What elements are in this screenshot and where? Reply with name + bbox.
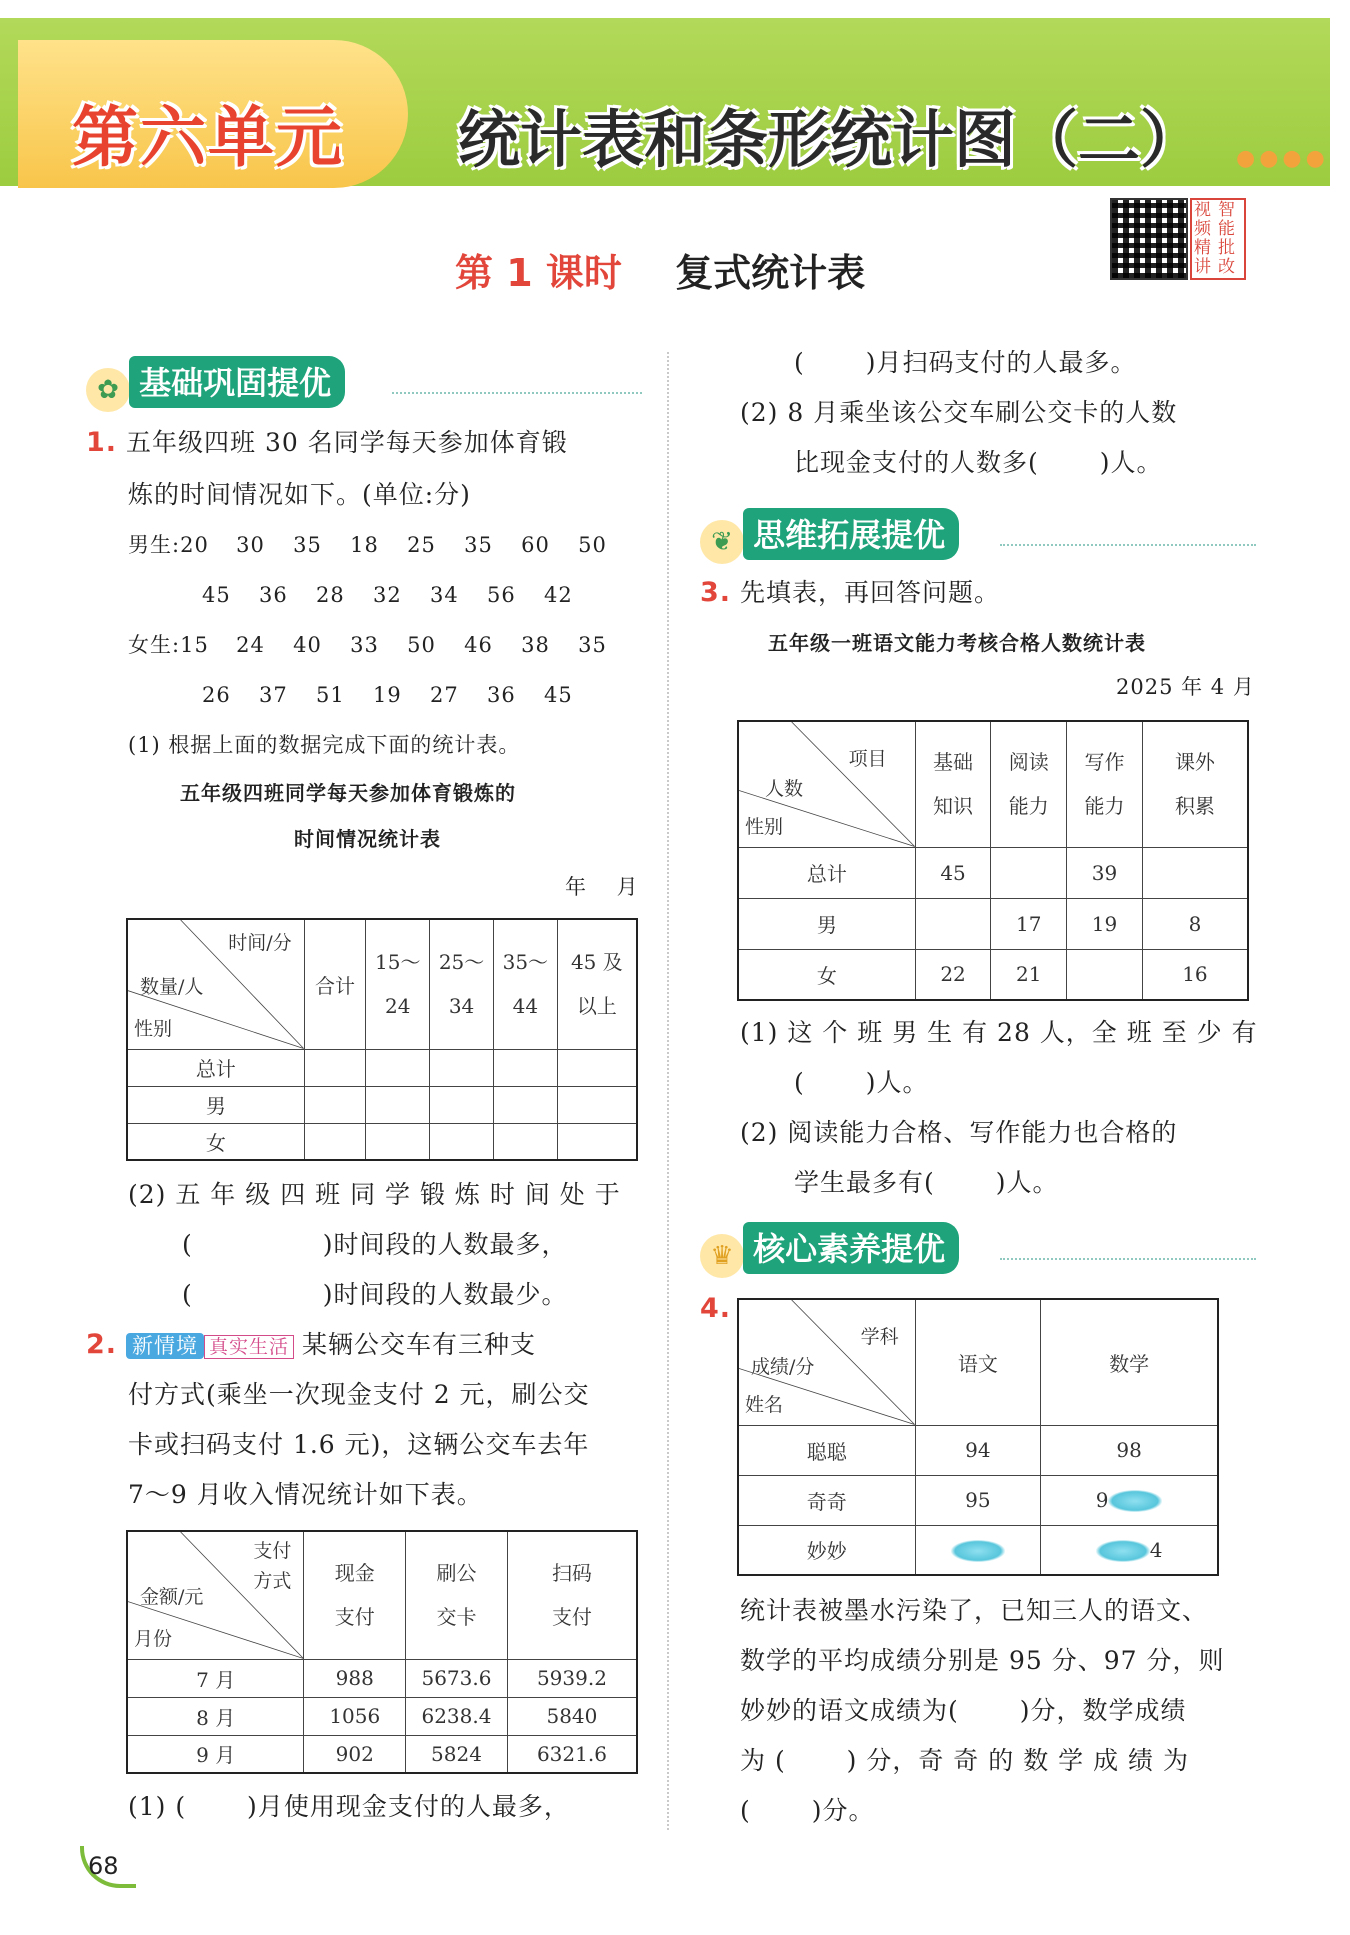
unit-title: 统计表和条形统计图（二） xyxy=(458,103,1203,176)
q1-table-title-1: 五年级四班同学每天参加体育锻炼的 xyxy=(180,781,516,805)
q1-line1: 1. 五年级四班 30 名同学每天参加体育锻 xyxy=(86,427,568,458)
table-row: 妙妙 4 xyxy=(738,1525,1218,1575)
q1-table xyxy=(126,918,638,1161)
table-row: 男 xyxy=(127,1086,637,1123)
q4-number: 4. xyxy=(700,1293,732,1324)
q4-table xyxy=(737,1298,1219,1576)
page-number: 68 xyxy=(88,1852,119,1880)
table-row: 8 月 1056 6238.4 5840 xyxy=(127,1697,637,1735)
lesson-name: 复式统计表 xyxy=(675,251,866,295)
section-core-label: 核心素养提优 xyxy=(743,1222,959,1274)
q1-table-title-2: 时间情况统计表 xyxy=(294,827,441,851)
table-row: 总计 xyxy=(127,1049,637,1086)
q2-part2-b: 比现金支付的人数多( )人。 xyxy=(794,448,1163,477)
q4-table-corner: 学科 成绩/分 姓名 xyxy=(738,1299,915,1425)
ink-blot xyxy=(1108,1490,1162,1512)
q1-table-corner: 时间/分 数量/人 性别 xyxy=(127,919,304,1049)
q2-line1: 2. 新情境 真实生活 某辆公交车有三种支 xyxy=(86,1329,537,1360)
q2-tag-context: 新情境 xyxy=(126,1333,204,1359)
q4-line1: 统计表被墨水污染了，已知三人的语文、 xyxy=(740,1596,1209,1625)
q3-table-date: 2025 年 4 月 xyxy=(1116,675,1255,699)
section-thinking-label: 思维拓展提优 xyxy=(743,508,959,560)
q2-line3: 卡或扫码支付 1.6 元)，这辆公交车去年 xyxy=(128,1430,590,1459)
q4-col-chinese: 语文 xyxy=(915,1299,1041,1425)
q1-boys-row2: 45 36 28 32 34 56 42 xyxy=(202,583,573,607)
q2-number: 2. xyxy=(86,1329,118,1360)
q2-col-cash: 现金 支付 xyxy=(304,1531,406,1659)
q1-part1: (1) 根据上面的数据完成下面的统计表。 xyxy=(128,733,521,757)
q1-table-date: 年 月 xyxy=(565,875,639,899)
q2-part1-b: ( )月扫码支付的人最多。 xyxy=(794,348,1137,377)
q1-girls-row2: 26 37 51 19 27 36 45 xyxy=(202,683,573,707)
banner-dots: ●●●● xyxy=(1236,146,1329,171)
section-line xyxy=(1000,544,1256,546)
q3-part1-b: ( )人。 xyxy=(794,1068,929,1097)
table-row: 男 17 19 8 xyxy=(738,898,1248,949)
q1-col-4: 45 及 以上 xyxy=(557,919,637,1049)
section-basic xyxy=(86,356,642,405)
qr-code-icon[interactable] xyxy=(1110,198,1188,280)
q2-part2-a: (2) 8 月乘坐该公交车刷公交卡的人数 xyxy=(740,398,1178,427)
flower-icon: ✿ xyxy=(86,368,130,412)
q1-line2: 炼的时间情况如下。(单位:分) xyxy=(128,480,471,509)
q2-table-corner: 支付 方式 金额/元 月份 xyxy=(127,1531,304,1659)
q2-col-scan: 扫码 支付 xyxy=(507,1531,637,1659)
q4-number-line xyxy=(700,1294,731,1324)
column-divider xyxy=(667,352,669,1830)
table-row: 7 月 988 5673.6 5939.2 xyxy=(127,1659,637,1697)
table-row: 奇奇 95 9 xyxy=(738,1475,1218,1525)
q4-line2: 数学的平均成绩分别是 95 分、97 分，则 xyxy=(740,1646,1225,1675)
q3-col-reading: 阅读 能力 xyxy=(991,721,1067,847)
q2-part1-a: (1) ( )月使用现金支付的人最多， xyxy=(128,1792,570,1821)
lesson-title xyxy=(455,242,865,297)
q2-line2: 付方式(乘坐一次现金支付 2 元，刷公交 xyxy=(128,1380,590,1409)
unit-label: 第六单元 xyxy=(72,99,344,176)
q1-part2-line3: ( )时间段的人数最少。 xyxy=(182,1280,568,1309)
q1-boys-row1: 男生:20 30 35 18 25 35 60 50 xyxy=(128,533,607,557)
section-thinking xyxy=(700,508,1256,557)
q1-part2-line1: (2) 五 年 级 四 班 同 学 锻 炼 时 间 处 于 xyxy=(128,1180,621,1209)
q3-table xyxy=(737,720,1249,1001)
q3-part1-a: (1) 这 个 班 男 生 有 28 人，全 班 至 少 有 xyxy=(740,1018,1258,1047)
q4-line3: 妙妙的语文成绩为( )分，数学成绩 xyxy=(740,1696,1187,1725)
q2-col-card: 刷公 交卡 xyxy=(406,1531,508,1659)
trophy-icon: ♛ xyxy=(700,1234,744,1278)
table-row: 聪聪 94 98 xyxy=(738,1425,1218,1475)
ink-blot xyxy=(1096,1540,1150,1562)
q4-col-math: 数学 xyxy=(1041,1299,1218,1425)
q1-col-2: 25～ 34 xyxy=(430,919,494,1049)
q3-number: 3. xyxy=(700,577,732,608)
q3-col-extra: 课外 积累 xyxy=(1142,721,1248,847)
table-row: 9 月 902 5824 6321.6 xyxy=(127,1735,637,1773)
table-row: 总计 45 39 xyxy=(738,847,1248,898)
q2-table xyxy=(126,1530,638,1774)
q3-line1: 3. 先填表，再回答问题。 xyxy=(700,577,1001,608)
q3-col-writing: 写作 能力 xyxy=(1067,721,1143,847)
q3-col-basic: 基础 知识 xyxy=(915,721,991,847)
q2-line4: 7～9 月收入情况统计如下表。 xyxy=(128,1480,483,1509)
q1-col-1: 15～ 24 xyxy=(366,919,430,1049)
table-row: 女 xyxy=(127,1123,637,1160)
section-line xyxy=(392,392,642,394)
q1-number: 1. xyxy=(86,427,118,458)
q3-table-corner: 项目 人数 性别 xyxy=(738,721,915,847)
q3-part2-a: (2) 阅读能力合格、写作能力也合格的 xyxy=(740,1118,1178,1147)
section-basic-label: 基础巩固提优 xyxy=(129,356,345,408)
sprout-icon: ❦ xyxy=(700,520,744,564)
section-line xyxy=(1000,1258,1256,1260)
lesson-number: 第 1 课时 xyxy=(455,251,622,295)
q4-line4: 为 ( ) 分，奇 奇 的 数 学 成 绩 为 xyxy=(740,1746,1189,1775)
q1-col-total: 合计 xyxy=(304,919,366,1049)
q3-table-title: 五年级一班语文能力考核合格人数统计表 xyxy=(768,631,1146,655)
section-core xyxy=(700,1222,1256,1271)
q4-line5: ( )分。 xyxy=(740,1796,875,1825)
ink-blot xyxy=(951,1540,1005,1562)
q3-part2-b: 学生最多有( )人。 xyxy=(794,1168,1059,1197)
q2-tag-real-life: 真实生活 xyxy=(204,1335,294,1359)
q1-part2-line2: ( )时间段的人数最多， xyxy=(182,1230,568,1259)
table-row: 女 22 21 16 xyxy=(738,949,1248,1000)
q1-col-3: 35～ 44 xyxy=(493,919,557,1049)
qr-label: 视 智 频 能 精 批 讲 改 xyxy=(1190,198,1246,280)
q1-girls-row1: 女生:15 24 40 33 50 46 38 35 xyxy=(128,633,607,657)
